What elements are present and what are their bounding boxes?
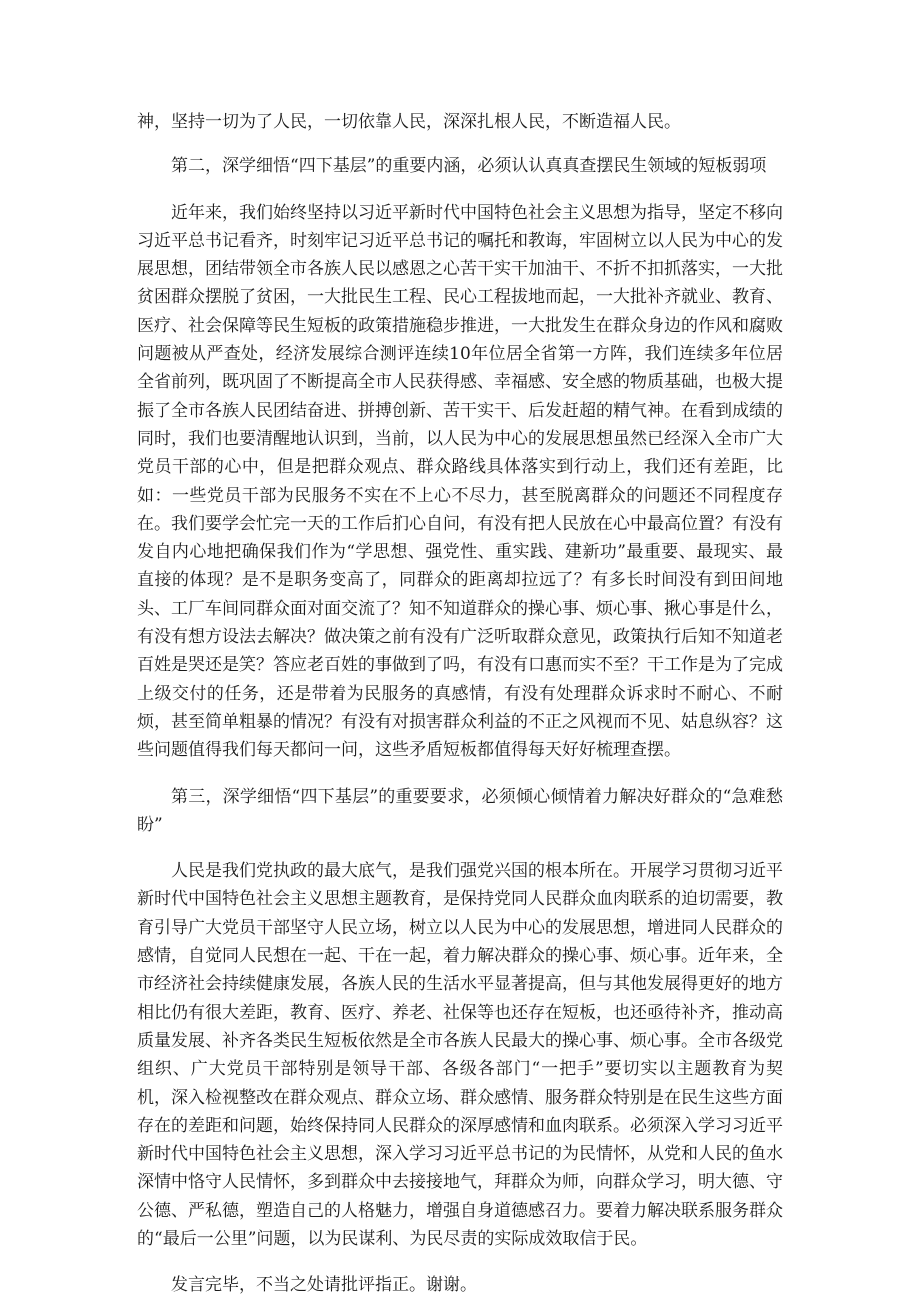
document-page	[137, 108, 783, 1300]
paragraph-body-second: 近年来，我们始终坚持以习近平新时代中国特色社会主义思想为指导，坚定不移向习近平总书记看齐，时刻牢记习近平总书记的嘱托和教诲，牢固树立以人民为中心的发展思想，团结带领全市各族人民以感恩之心苦干实干加油干、不折不扣抓落实，一大批贫困群众摆脱了贫困，一大批民生工程、民心工程拔地而起，一大批补齐就业、教育、医疗、社会保障等民生短板的政策措施稳步推进，一大批发生在群众身边的作风和腐败问题被从严查处，经济发展综合测评连续10年位居全省第一方阵，我们连续多年位居全省前列，既巩固了不断提高全市人民获得感、幸福感、安全感的物质基础，也极大提振了全市各族人民团结奋进、拼搏创新、苦干实干、后发赶超的精气神。在看到成绩的同时，我们也要清醒地认识到，当前，以人民为中心的发展思想虽然已经深入全市广大党员干部的心中，但是把群众观点、群众路线具体落实到行动上，我们还有差距，比如：一些党员干部为民服务不实在不上心不尽力，甚至脱离群众的问题还不同程度存在。我们要学会忙完一天的工作后扪心自问，有没有把人民放在心中最高位置？有没有发自内心地把确保我们作为“学思想、强党性、重实践、建新功”最重要、最现实、最直接的体现？是不是职务变高了，同群众的距离却拉远了？有多长时间没有到田间地头、工厂车间同群众面对面交流了？知不知道群众的操心事、烦心事、揪心事是什么，有没有想方设法去解决？做决策之前有没有广泛听取群众意见，政策执行后知不知道老百姓是哭还是笑？答应老百姓的事做到了吗，有没有口惠而实不至？干工作是为了完成上级交付的任务，还是带着为民服务的真感情，有没有处理群众诉求时不耐心、不耐烦，甚至简单粗暴的情况？有没有对损害群众利益的不正之风视而不见、姑息纵容？这些问题值得我们每天都问一问，这些矛盾短板都值得每天好好梳理查摆。	[137, 202, 783, 761]
section-heading-second: 第二，深学细悟“四下基层”的重要内涵，必须认认真真查摆民生领域的短板弱项	[171, 156, 767, 177]
closing-remark: 发言完毕，不当之处请批评指正。谢谢。	[171, 1275, 477, 1296]
paragraph-continuation: 神，坚持一切为了人民，一切依靠人民，深深扎根人民，不断造福人民。	[137, 112, 681, 132]
section-heading-third: 第三，深学细悟“四下基层”的重要要求，必须倾心倾情着力解决好群众的“急难愁盼”	[137, 786, 783, 835]
paragraph-body-third: 人民是我们党执政的最大底气，是我们强党兴国的根本所在。开展学习贯彻习近平新时代中国特色社会主义思想主题教育，是保持党同人民群众血肉联系的迫切需要，教育引导广大党员干部坚守人民立场，树立以人民为中心的发展思想，增进同人民群众的感情，自觉同人民想在一起、干在一起，着力解决群众的操心事、烦心事。近年来，全市经济社会持续健康发展，各族人民的生活水平显著提高，但与其他发展得更好的地方相比仍有很大差距，教育、医疗、养老、社保等也还存在短板，也还亟待补齐，推动高质量发展、补齐各类民生短板依然是全市各族人民最大的操心事、烦心事。全市各级党组织、广大党员干部特别是领导干部、各级各部门“一把手”要切实以主题教育为契机，深入检视整改在群众观点、群众立场、群众感情、服务群众特别是在民生这些方面存在的差距和问题，始终保持同人民群众的深厚感情和血肉联系。必须深入学习习近平新时代中国特色社会主义思想，深入学习习近平总书记的为民情怀，从党和人民的鱼水深情中恪守人民情怀，多到群众中去接接地气，拜群众为师，向群众学习，明大德、守公德、严私德，塑造自己的人格魅力，增强自身道德感召力。要着力解决联系服务群众的“最后一公里”问题，以为民谋利、为民尽责的实际成效取信于民。	[137, 861, 783, 1249]
